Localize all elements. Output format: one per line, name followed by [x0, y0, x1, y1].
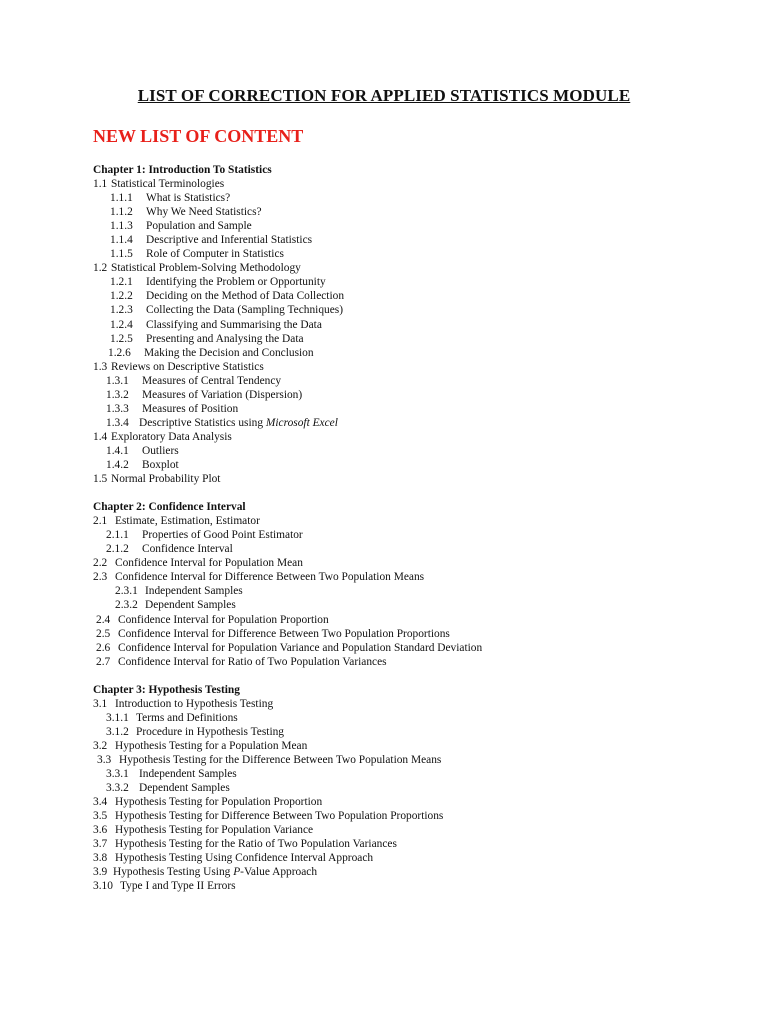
toc-entry-title: Collecting the Data (Sampling Techniques)	[146, 304, 344, 317]
toc-entry-title: Outliers	[142, 444, 179, 457]
toc-entry	[93, 570, 733, 584]
toc-entry	[93, 247, 733, 261]
toc-entry-number: 1.4.2	[106, 458, 129, 471]
toc-entry-italic: Microsoft Excel	[265, 416, 338, 429]
toc-entry-number: 2.6	[96, 641, 111, 654]
toc-entry-title: Procedure in Hypothesis Testing	[136, 725, 284, 738]
toc-entry-number: 3.1	[93, 697, 108, 710]
toc-entry-number: 1.2.6	[108, 346, 131, 359]
toc-entry-number: 2.2	[93, 557, 108, 570]
toc-entry-title: Estimate, Estimation, Estimator	[115, 515, 260, 528]
toc-entry-number: 1.5	[93, 473, 108, 486]
toc-entry-number: 1.1.1	[110, 192, 133, 205]
toc-entry-number: 3.3.1	[106, 768, 129, 781]
toc-entry-title: Dependent Samples	[139, 782, 230, 795]
toc-entry	[93, 613, 733, 627]
toc-entry	[93, 556, 733, 570]
toc-entry	[93, 528, 733, 542]
chapter-1-list	[93, 177, 733, 486]
toc-entry	[93, 865, 733, 879]
toc-entry	[93, 725, 733, 739]
toc-entry-title: Identifying the Problem or Opportunity	[146, 276, 326, 289]
toc-entry-number: 1.1.2	[110, 206, 133, 219]
toc-entry-number: 3.6	[93, 824, 108, 837]
toc-entry-title: Hypothesis Testing for Population Variance	[115, 824, 314, 837]
toc-entry-title: Confidence Interval for Population Variance and Population Standard Deviation	[118, 641, 483, 654]
toc-entry-title: Type I and Type II Errors	[120, 880, 236, 893]
toc-entry-number: 3.1.2	[106, 725, 129, 738]
toc-entry	[93, 767, 733, 781]
toc-entry	[93, 655, 733, 669]
toc-entry-title: Normal Probability Plot	[111, 473, 221, 486]
toc-entry-title: Descriptive and Inferential Statistics	[146, 234, 313, 247]
toc-entry-number: 2.3	[93, 571, 108, 584]
toc-entry	[93, 542, 733, 556]
toc-entry	[93, 374, 733, 388]
toc-entry-title: Classifying and Summarising the Data	[146, 318, 322, 331]
chapter-heading: Chapter 1: Introduction To Statistics	[93, 164, 272, 176]
toc-entry-title: Exploratory Data Analysis	[111, 430, 232, 443]
toc-entry-number: 1.1.5	[110, 248, 133, 261]
toc-entry-title: Population and Sample	[146, 220, 252, 233]
toc-entry-number: 1.3.2	[106, 388, 129, 401]
toc-entry	[93, 402, 733, 416]
toc-entry-number: 1.1.4	[110, 234, 133, 247]
toc-entry-title: Hypothesis Testing for the Ratio of Two Population Variances	[115, 838, 397, 851]
toc-entry	[93, 219, 733, 233]
toc-entry-title: Confidence Interval	[142, 543, 233, 556]
toc-entry	[93, 781, 733, 795]
toc-entry-number: 2.5	[96, 627, 111, 640]
toc-entry-title: Boxplot	[142, 458, 179, 471]
table-of-contents	[93, 163, 733, 893]
toc-entry-number: 2.3.2	[115, 599, 138, 612]
toc-entry-title: Confidence Interval for Population Proportion	[118, 613, 329, 626]
toc-entry-title: Deciding on the Method of Data Collection	[146, 290, 345, 303]
toc-entry-number: 1.3.3	[106, 402, 129, 415]
toc-entry-title: Statistical Terminologies	[111, 178, 225, 191]
toc-entry	[93, 275, 733, 289]
toc-entry	[93, 598, 733, 612]
toc-entry-italic: P	[233, 866, 241, 879]
toc-entry-title: Descriptive Statistics using	[139, 416, 266, 429]
toc-entry-number: 1.3	[93, 360, 108, 373]
toc-entry-number: 2.4	[96, 613, 111, 626]
chapter-heading: Chapter 2: Confidence Interval	[93, 501, 246, 514]
chapter-heading: Chapter 3: Hypothesis Testing	[93, 683, 240, 696]
toc-entry-number: 3.5	[93, 810, 108, 823]
toc-entry-title: Terms and Definitions	[136, 711, 238, 724]
toc-entry-number: 1.2	[93, 262, 108, 275]
toc-entry-title: Dependent Samples	[145, 599, 236, 612]
toc-entry-number: 3.7	[93, 838, 108, 851]
toc-entry-number: 1.4	[93, 430, 108, 443]
toc-entry	[93, 430, 733, 444]
toc-entry	[93, 416, 733, 430]
toc-entry	[93, 739, 733, 753]
toc-entry	[93, 879, 733, 893]
toc-entry	[93, 177, 733, 191]
toc-entry-title: Confidence Interval for Population Mean	[115, 557, 303, 570]
toc-entry-title: Properties of Good Point Estimator	[142, 529, 303, 542]
toc-entry	[93, 458, 733, 472]
toc-entry-title: Confidence Interval for Ratio of Two Population Variances	[118, 655, 387, 668]
toc-entry	[93, 191, 733, 205]
toc-entry-number: 2.1	[93, 515, 108, 528]
toc-entry	[93, 711, 733, 725]
toc-entry-title: What is Statistics?	[146, 192, 231, 205]
section-heading: NEW LIST OF CONTENT	[93, 126, 304, 146]
toc-entry	[93, 444, 733, 458]
toc-entry-number: 3.9	[93, 866, 108, 879]
toc-entry-number: 2.3.1	[115, 585, 138, 598]
toc-entry	[93, 584, 733, 598]
toc-entry	[93, 472, 733, 486]
toc-entry-number: 3.10	[93, 880, 113, 893]
toc-entry	[93, 233, 733, 247]
toc-entry-title: Hypothesis Testing Using Confidence Interval Approach	[115, 852, 374, 865]
toc-entry	[93, 627, 733, 641]
document-title: LIST OF CORRECTION FOR APPLIED STATISTICS MODULE	[137, 86, 631, 105]
toc-entry	[93, 346, 733, 360]
toc-entry	[93, 289, 733, 303]
toc-entry-number: 1.3.4	[106, 416, 129, 429]
toc-entry	[93, 795, 733, 809]
toc-entry-number: 3.1.1	[106, 711, 129, 724]
toc-entry	[93, 851, 733, 865]
toc-entry-number: 1.2.1	[110, 276, 133, 289]
toc-entry-tail: -Value Approach	[240, 866, 318, 879]
toc-entry-number: 2.1.1	[106, 529, 129, 542]
toc-entry-title: Hypothesis Testing for the Difference Between Two Population Means	[119, 753, 442, 766]
toc-entry-title: Making the Decision and Conclusion	[144, 346, 314, 359]
toc-entry	[93, 809, 733, 823]
toc-entry-title: Role of Computer in Statistics	[146, 248, 284, 261]
toc-entry-number: 1.4.1	[106, 444, 129, 457]
toc-entry-number: 1.1	[93, 178, 108, 191]
toc-entry-title: Independent Samples	[139, 768, 237, 781]
toc-entry	[93, 697, 733, 711]
toc-entry	[93, 332, 733, 346]
toc-entry-title: Reviews on Descriptive Statistics	[111, 360, 264, 373]
toc-entry-title: Confidence Interval for Difference Between Two Population Means	[115, 571, 425, 584]
toc-entry-title: Hypothesis Testing for Difference Between Two Population Proportions	[115, 810, 444, 823]
toc-entry	[93, 514, 733, 528]
toc-entry	[93, 641, 733, 655]
toc-entry-number: 1.1.3	[110, 220, 133, 233]
toc-entry-title: Confidence Interval for Difference Between Two Population Proportions	[118, 627, 450, 640]
toc-entry-number: 1.2.5	[110, 332, 133, 345]
toc-entry-number: 1.2.2	[110, 290, 133, 303]
toc-entry-title: Presenting and Analysing the Data	[146, 332, 304, 345]
toc-entry-title: Independent Samples	[145, 585, 243, 598]
toc-entry-number: 1.3.1	[106, 374, 129, 387]
toc-entry-number: 2.1.2	[106, 543, 129, 556]
toc-entry	[93, 837, 733, 851]
toc-entry-title: Hypothesis Testing for a Population Mean	[115, 739, 308, 752]
toc-entry-title: Introduction to Hypothesis Testing	[115, 697, 274, 710]
toc-entry-title: Why We Need Statistics?	[146, 206, 262, 219]
toc-entry-number: 3.3	[97, 753, 112, 766]
toc-entry	[93, 261, 733, 275]
toc-entry-number: 3.4	[93, 796, 108, 809]
toc-entry	[93, 388, 733, 402]
toc-entry-title: Measures of Position	[142, 402, 239, 415]
toc-entry	[93, 753, 733, 767]
chapter-2-list	[93, 514, 733, 669]
toc-entry-title: Measures of Variation (Dispersion)	[142, 388, 303, 401]
toc-entry-number: 1.2.4	[110, 318, 133, 331]
toc-entry-title: Statistical Problem-Solving Methodology	[111, 262, 301, 275]
toc-entry	[93, 303, 733, 317]
toc-entry-number: 3.8	[93, 852, 108, 865]
toc-entry-number: 1.2.3	[110, 304, 133, 317]
toc-entry-number: 2.7	[96, 655, 111, 668]
toc-entry-title: Hypothesis Testing for Population Proportion	[115, 796, 323, 809]
toc-entry	[93, 318, 733, 332]
toc-entry	[93, 360, 733, 374]
chapter-3-list	[93, 697, 733, 894]
toc-entry	[93, 823, 733, 837]
toc-entry	[93, 205, 733, 219]
toc-entry-title: Measures of Central Tendency	[142, 374, 282, 387]
toc-entry-number: 3.3.2	[106, 782, 129, 795]
toc-entry-number: 3.2	[93, 739, 108, 752]
toc-entry-title: Hypothesis Testing Using	[113, 866, 234, 879]
